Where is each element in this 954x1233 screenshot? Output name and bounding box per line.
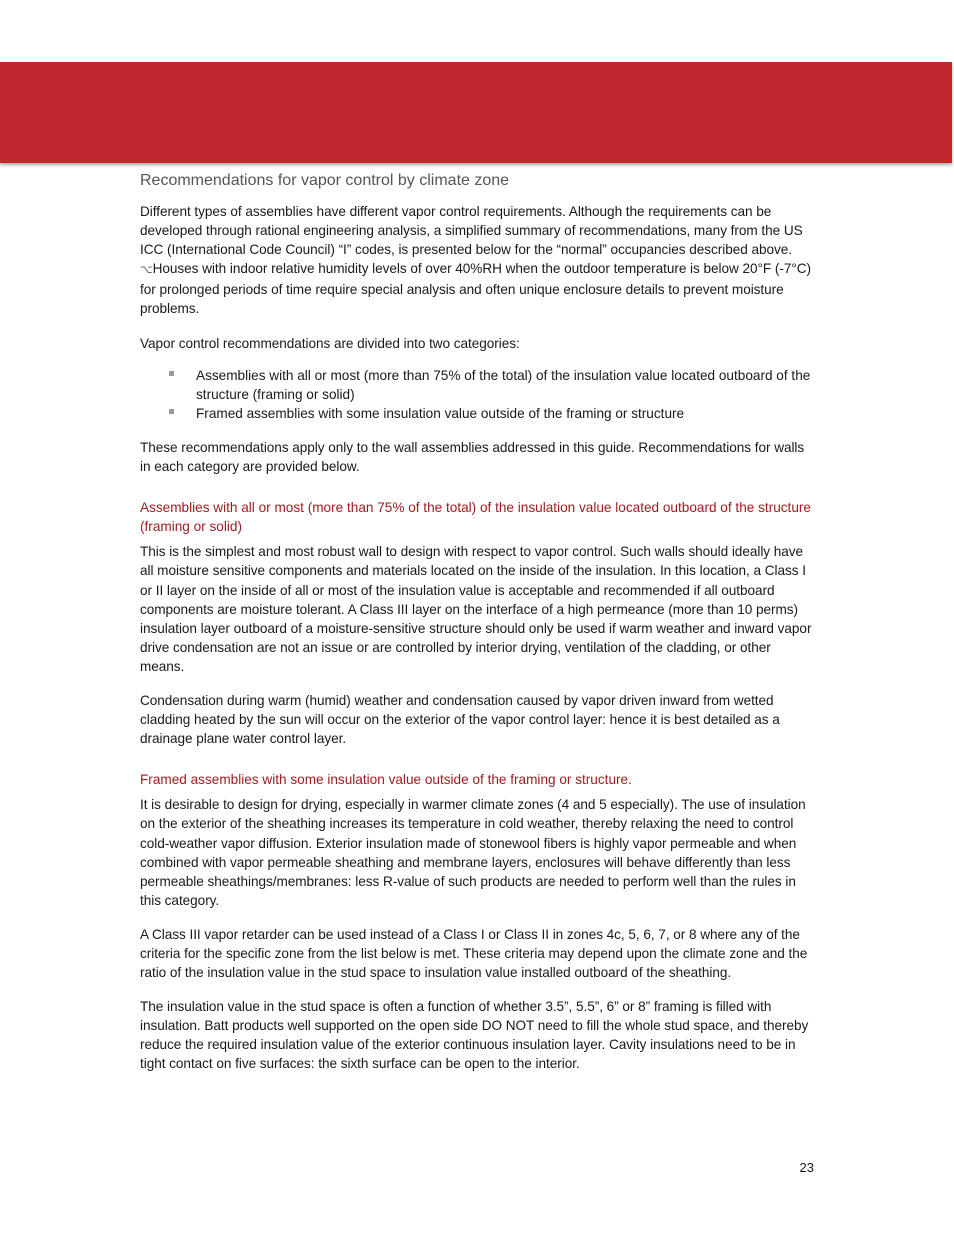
page-number: 23 bbox=[799, 1160, 814, 1175]
list-item bbox=[196, 366, 816, 404]
section-a-heading: Assemblies with all or most (more than 75% of the total) of the insulation value located outboard of the structure (framing or solid) bbox=[140, 500, 811, 535]
square-bullet-icon bbox=[169, 409, 174, 414]
section-a-paragraph-2: Condensation during warm (humid) weather and condensation caused by vapor driven inward from wetted cladding heated by the sun will occur on the exterior of the vapor control layer: hence it is best detailed as a drainage plane water control layer. bbox=[140, 692, 780, 747]
scope-paragraph: These recommendations apply only to the wall assemblies addressed in this guide. Recommendations for walls in each category are provided below. bbox=[140, 439, 805, 475]
header-banner bbox=[0, 62, 952, 163]
list-item-text: Assemblies with all or most (more than 75% of the total) of the insulation value located outboard of the structure (framing or solid) bbox=[196, 367, 811, 402]
categories-intro: Vapor control recommendations are divided into two categories: bbox=[140, 335, 520, 351]
page-content bbox=[140, 170, 816, 1089]
intro-paragraph bbox=[140, 202, 816, 319]
list-item-text: Framed assemblies with some insulation value outside of the framing or structure bbox=[196, 405, 685, 421]
intro-text-a: Different types of assemblies have different vapor control requirements. Although the requirements can be developed through rational engineering analysis, a simplified summary of recommendations, many from the US ICC (International Code Council) “I” codes, is presented below for the “normal” occupancies described above. bbox=[140, 204, 803, 258]
section-title: Recommendations for vapor control by climate zone bbox=[140, 172, 510, 189]
section-b-paragraph-1: It is desirable to design for drying, especially in warmer climate zones (4 and 5 especially). The use of insulation on the exterior of the sheathing increases its temperature in cold weather, thereby relaxing the need to control cold-weather vapor diffusion. Exterior insulation made of stonewool fibers is highly vapor permeable and when combined with vapor permeable sheathing and membrane layers, enclosures will behave differently than less permeable sheathings/membranes: less R-value of such products are needed to perform well than the rules in this category. bbox=[140, 797, 806, 908]
intro-text-b: Houses with indoor relative humidity levels of over 40%RH when the outdoor temperature is below 20°F (-7°C) for prolonged periods of time require special analysis and often unique enclosure details to prevent moisture problems. bbox=[140, 261, 811, 317]
section-b-paragraph-2: A Class III vapor retarder can be used instead of a Class I or Class II in zones 4c, 5, 6, 7, or 8 where any of the criteria for the specific zone from the list below is met. These criteria may depend upon the climate zone and the ratio of the insulation value in the stud space to insulation value installed outboard of the sheathing. bbox=[140, 926, 808, 981]
category-list bbox=[140, 366, 816, 423]
square-bullet-icon bbox=[169, 371, 174, 376]
option-key-icon: ⌥ bbox=[140, 264, 153, 277]
list-item bbox=[196, 404, 816, 423]
section-b-paragraph-3: The insulation value in the stud space is often a function of whether 3.5”, 5.5”, 6” or 8” framing is filled with insulation. Batt products well supported on the open side DO NOT need to fill the whole stud space, and thereby reduce the required insulation value of the exterior continuous insulation layer. Cavity insulations need to be in tight contact on five surfaces: the sixth surface can be open to the interior. bbox=[140, 999, 809, 1072]
section-b-heading: Framed assemblies with some insulation value outside of the framing or structure. bbox=[140, 772, 632, 788]
section-a-paragraph-1: This is the simplest and most robust wall to design with respect to vapor control. Such walls should ideally have all moisture sensitive components and materials located on the inside of the insulation. In this location, a Class I or II layer on the inside of all or most of the insulation value is acceptable and recommended if all outboard components are moisture tolerant. A Class III layer on the interface of a high permeance (more than 10 perms) insulation layer outboard of a moisture-sensitive structure should only be used if warm weather and inward vapor drive condensation are not an issue or are controlled by interior drying, ventilation of the cladding, or other means. bbox=[140, 544, 812, 674]
